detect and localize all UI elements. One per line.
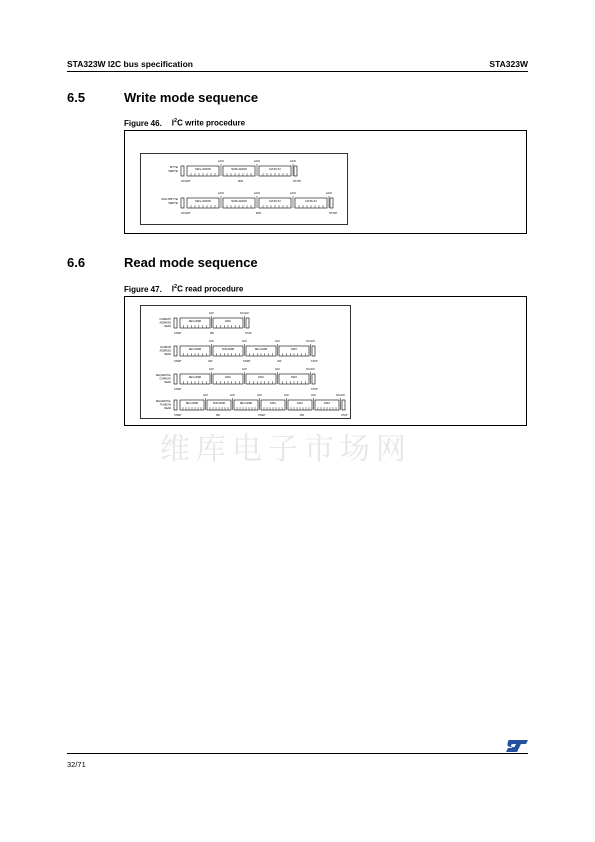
sequence-label: ADDRESS <box>159 349 171 353</box>
sequence-label: RANDOM <box>160 346 171 349</box>
ack-label: ACK <box>203 394 208 397</box>
ack-label: ACK <box>275 368 280 371</box>
header-document-title: STA323W I2C bus specification <box>67 59 193 69</box>
ack-label: ACK <box>217 159 225 163</box>
figure-title-prefix: I <box>171 284 175 294</box>
field-label: DATA <box>224 376 232 379</box>
field-label: DEV-ADDR <box>195 199 211 203</box>
sequence-label: ADDRESS <box>159 321 171 325</box>
field-label: DATA <box>296 402 304 405</box>
section-title: Read mode sequence <box>124 255 258 270</box>
sequence-label: CURRENT <box>159 377 171 381</box>
field-label: DEV-ADDR <box>239 402 253 405</box>
sequence-label: RANDOM <box>160 403 171 407</box>
field-label: DATA <box>224 320 232 323</box>
figure-title-sup: 2 <box>174 118 178 124</box>
sequence-label: SEQUENTIAL <box>155 374 171 377</box>
figure-frame-write <box>124 130 527 234</box>
figure-title-rest: C read procedure <box>177 284 244 294</box>
start-bit <box>174 400 177 410</box>
header-product-name: STA323W <box>489 59 528 69</box>
sequence-label: WRITE <box>168 201 178 205</box>
read-procedure-diagram <box>141 306 350 418</box>
ack-label: NO ACK <box>335 394 346 397</box>
sequence-bottom-label: RW <box>208 360 213 363</box>
sequence-bottom-label: START <box>243 360 251 363</box>
stop-bit <box>330 198 333 208</box>
ack-label: ACK <box>253 159 261 163</box>
stop-bit <box>312 346 315 356</box>
header-divider <box>67 71 528 72</box>
field-label: SUB-ADDR <box>231 167 247 171</box>
ack-label: ACK <box>284 394 289 397</box>
sequence-bottom-label: START <box>174 360 182 363</box>
sequence-label: SEQUENTIAL <box>155 400 171 403</box>
sequence-bottom-label: RW <box>256 211 261 215</box>
ack-label: ACK <box>242 340 247 343</box>
section-number: 6.6 <box>67 255 86 270</box>
field-label: SUB-ADDR <box>231 199 247 203</box>
ack-label: ACK <box>289 159 297 163</box>
stop-bit <box>246 318 249 328</box>
sequence-bottom-label: START <box>174 332 182 335</box>
sequence-bottom-label: START <box>174 388 182 391</box>
field-label: DEV-ADDR <box>185 402 199 405</box>
field-label: DATA <box>323 402 331 405</box>
figure-frame-read <box>124 296 527 426</box>
field-label: DATA IN <box>269 167 281 171</box>
ack-label: ACK <box>209 340 214 343</box>
start-bit <box>174 346 177 356</box>
ack-label: NO ACK <box>239 312 250 315</box>
sequence-bottom-label: STOP <box>293 179 302 183</box>
figure-title-prefix: I <box>171 118 175 128</box>
field-label: DATA <box>269 402 277 405</box>
field-label: DATA <box>257 376 265 379</box>
ack-label: ACK <box>209 368 214 371</box>
sequence-label: READ <box>164 406 171 410</box>
stop-bit <box>294 166 297 176</box>
figure-label: Figure 46. <box>124 118 162 128</box>
field-label: DATA IN <box>305 199 317 203</box>
sequence-bottom-label: RW <box>210 332 214 335</box>
sequence-label: READ <box>164 352 171 356</box>
ack-label: ACK <box>209 312 214 315</box>
section-title: Write mode sequence <box>124 90 259 105</box>
sequence-bottom-label: STOP <box>311 360 318 363</box>
footer-divider <box>67 753 528 754</box>
sequence-bottom-label: START <box>181 211 191 215</box>
write-procedure-diagram <box>141 154 347 224</box>
watermark: 维库电子市场网 <box>160 432 412 467</box>
ack-label: ACK <box>275 340 280 343</box>
field-label: DEV-ADDR <box>188 376 202 379</box>
sequence-bottom-label: STOP <box>341 414 348 417</box>
sequence-bottom-label: START <box>181 179 191 183</box>
ack-label: ACK <box>253 191 261 195</box>
sequence-label: BYTE <box>170 165 178 169</box>
stop-bit <box>342 400 345 410</box>
start-bit <box>174 374 177 384</box>
ack-label: ACK <box>311 394 316 397</box>
stop-bit <box>312 374 315 384</box>
write-diagram-panel <box>140 153 348 225</box>
sequence-label: WRITE <box>168 169 178 173</box>
sequence-label: MULTIBYTE <box>161 197 178 201</box>
figure-caption <box>124 284 243 294</box>
ack-label: ACK <box>242 368 247 371</box>
sequence-bottom-label: START <box>174 414 182 417</box>
ack-label: ACK <box>325 191 333 195</box>
start-bit <box>181 166 184 176</box>
sequence-label: CURRENT <box>159 318 171 321</box>
figure-title-rest: C write procedure <box>177 118 246 128</box>
ack-label: NO ACK <box>305 340 316 343</box>
ack-label: ACK <box>289 191 297 195</box>
field-label: SUB-ADDR <box>221 348 235 351</box>
figure-title-sup: 2 <box>174 284 178 290</box>
start-bit <box>181 198 184 208</box>
st-logo-icon <box>505 739 529 758</box>
section-number: 6.5 <box>67 90 86 105</box>
field-label: DEV-ADDR <box>188 348 202 351</box>
ack-label: ACK <box>217 191 225 195</box>
sequence-bottom-label: RW <box>277 360 282 363</box>
ack-label: NO ACK <box>305 368 316 371</box>
page-number: 32/71 <box>67 760 86 769</box>
field-label: DEV-ADDR <box>254 348 268 351</box>
sequence-bottom-label: STOP <box>245 332 252 335</box>
sequence-bottom-label: START <box>258 414 266 417</box>
sequence-bottom-label: RW <box>300 414 304 417</box>
field-label: DEV-ADDR <box>188 320 202 323</box>
read-diagram-panel <box>140 305 351 419</box>
sequence-bottom-label: STOP <box>311 388 318 391</box>
field-label: SUB-ADDR <box>212 402 226 405</box>
field-label: DATA IN <box>269 199 281 203</box>
sequence-label: READ <box>164 324 171 328</box>
sequence-label: READ <box>164 380 171 384</box>
field-label: DATA <box>290 376 298 379</box>
start-bit <box>174 318 177 328</box>
field-label: DATA <box>290 348 298 351</box>
ack-label: ACK <box>230 394 235 397</box>
figure-caption <box>124 118 245 128</box>
ack-label: ACK <box>257 394 262 397</box>
sequence-bottom-label: RW <box>216 414 220 417</box>
field-label: DEV-ADDR <box>195 167 211 171</box>
sequence-bottom-label: STOP <box>329 211 338 215</box>
sequence-bottom-label: RW <box>238 179 243 183</box>
figure-label: Figure 47. <box>124 284 162 294</box>
